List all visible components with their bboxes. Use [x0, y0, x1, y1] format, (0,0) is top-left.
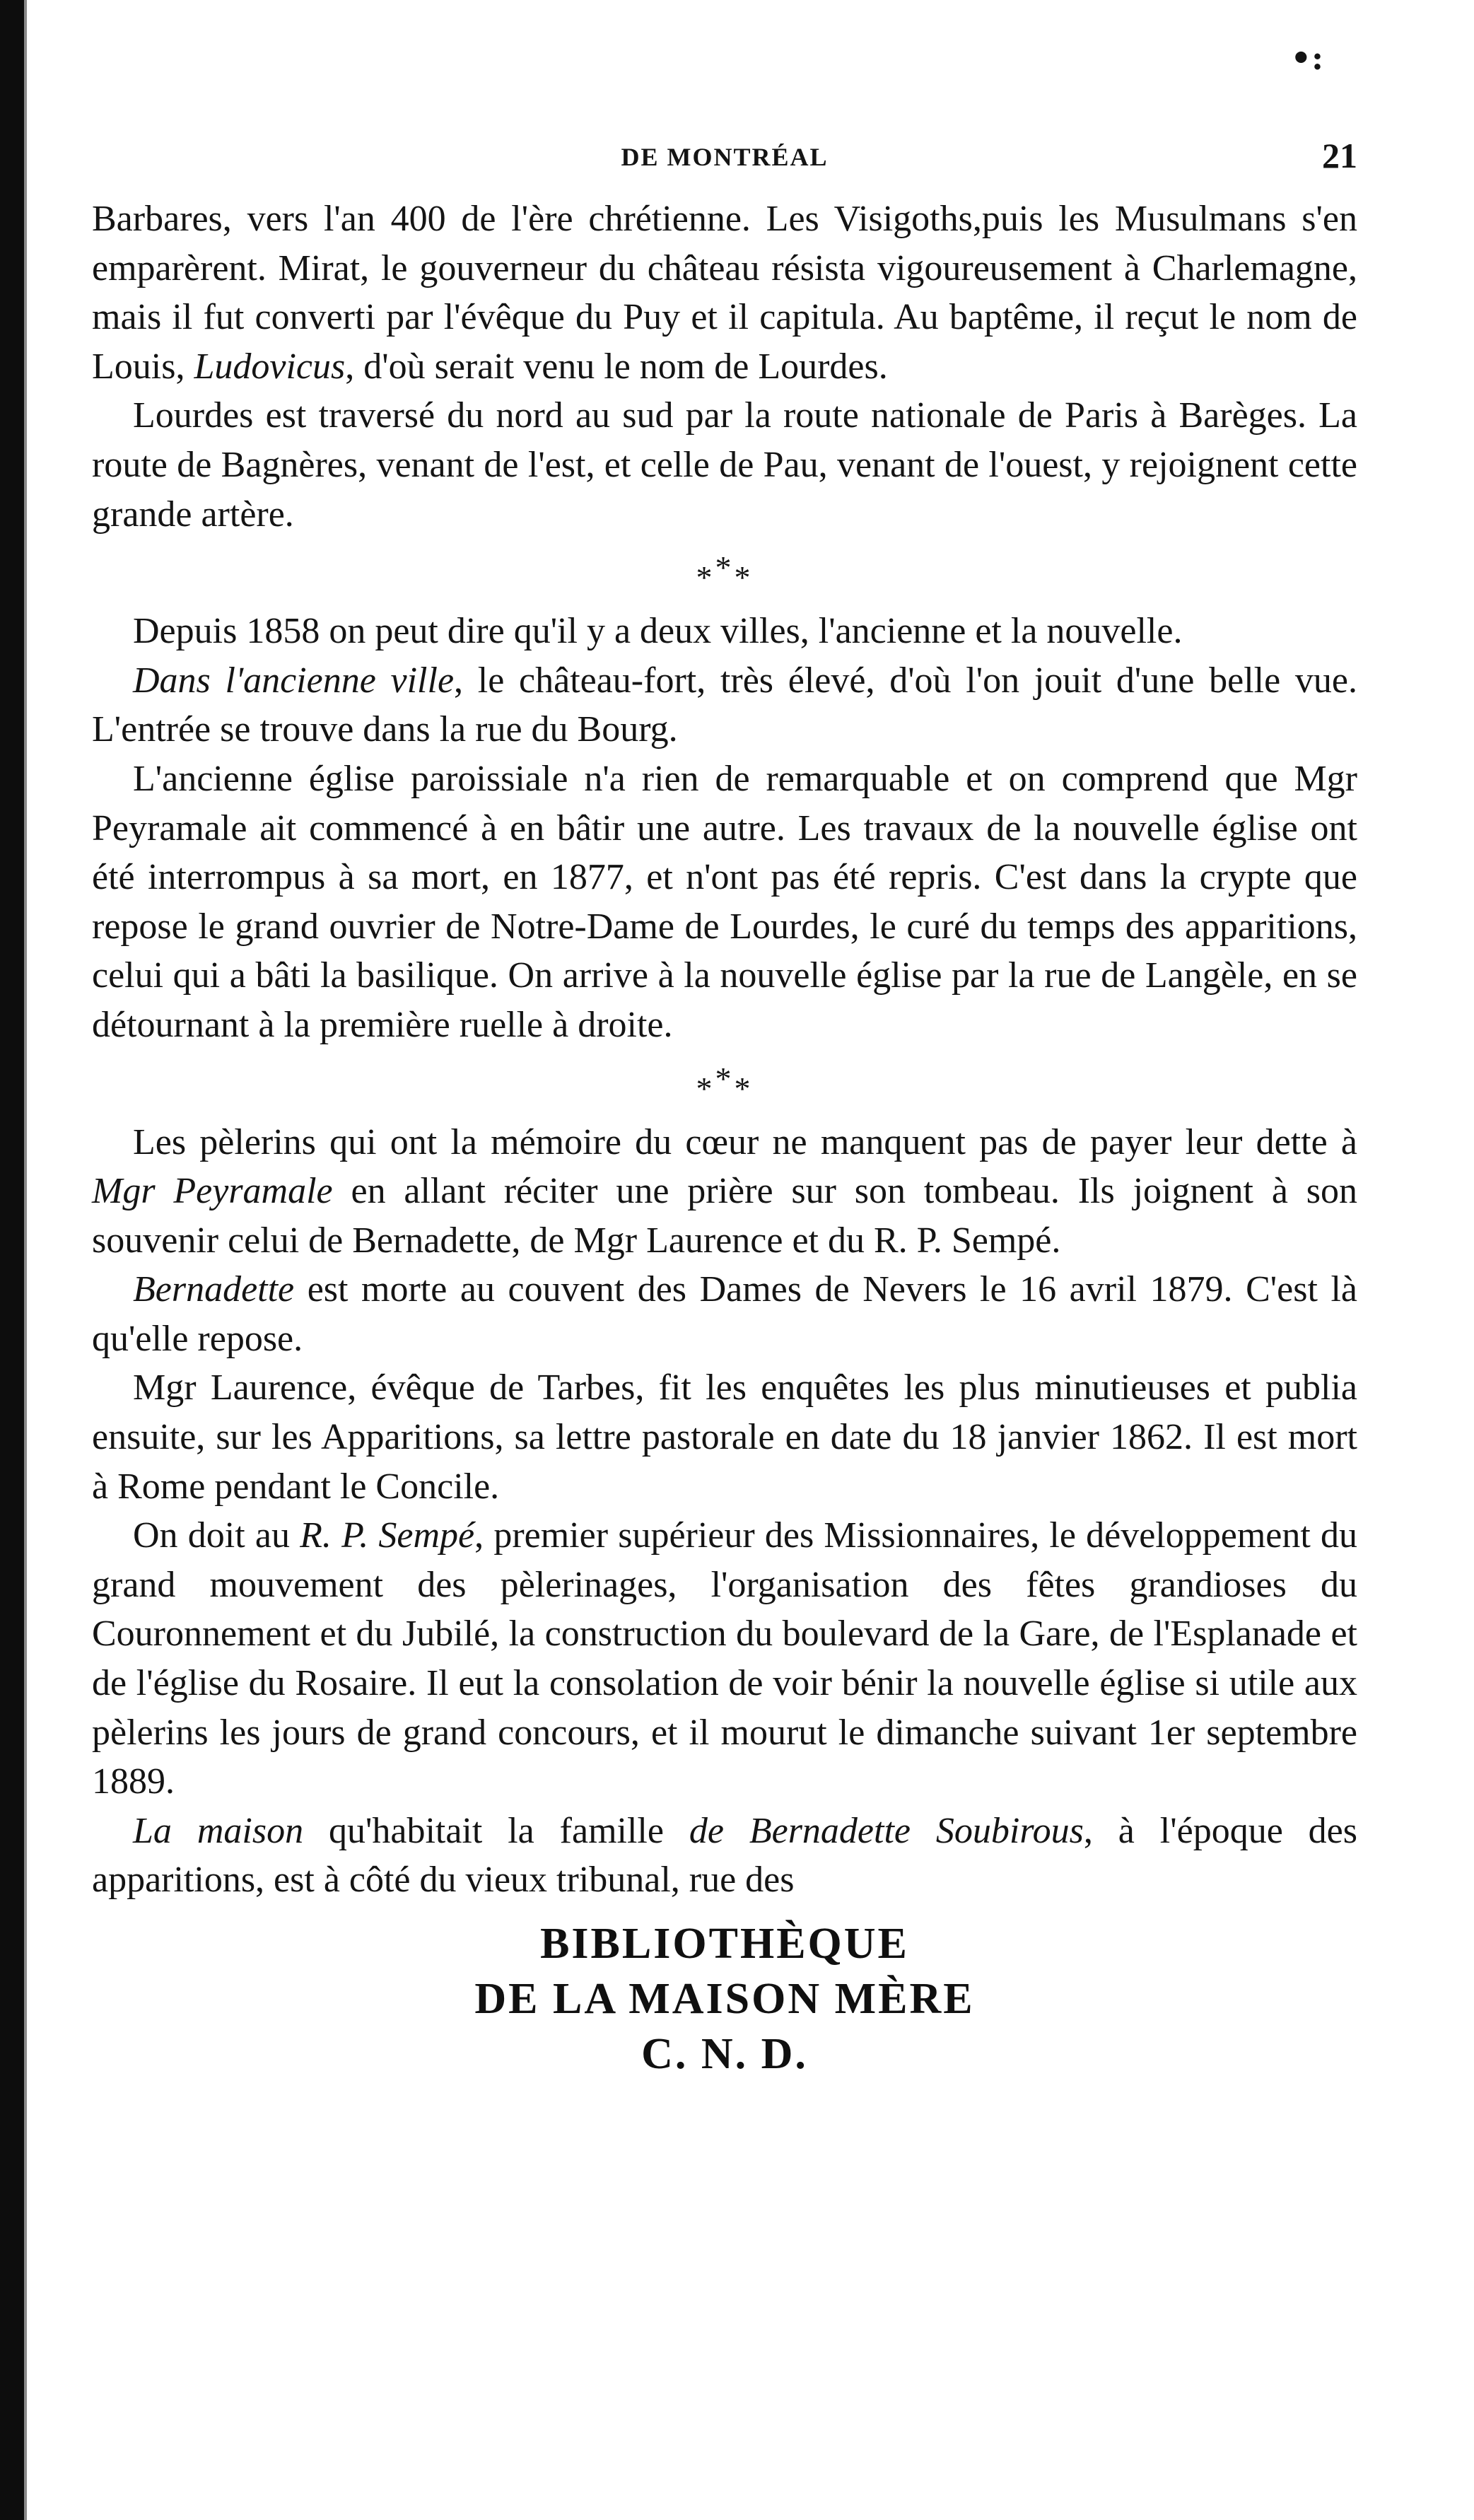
paragraph: On doit au R. P. Sempé, premier supérieur des Missionnaires, le développement du grand mouvement des pèlerinages, l'organisation des fêtes grandioses du Couronnement et du Jubilé, la construction du boulevard de la Gare, de l'Esplanade et de l'église du Rosaire. Il eut la consolation de voir bénir la nouvelle église si utile aux pèlerins les jours de grand concours, et il mourut le dimanche suivant 1er septembre 1889.: [92, 1515, 1358, 1802]
body-text: [92, 194, 1357, 1905]
page-header: [92, 124, 1357, 180]
page-number: 21: [1322, 136, 1357, 175]
corner-mark: •:: [1290, 39, 1323, 77]
paragraph: Lourdes est traversé du nord au sud par la route nationale de Paris à Barèges. La route de Bagnères, venant de l'est, et celle de Pau, venant de l'ouest, y rejoignent cette grande artère.: [92, 395, 1357, 535]
section-separator: ***: [696, 549, 754, 596]
scan-edge-line: [24, 0, 27, 2520]
paragraph: Dans l'ancienne ville, le château-fort, très élevé, d'où l'on jouit d'une belle vue. L'entrée se trouve dans la rue du Bourg.: [92, 660, 1357, 750]
paragraph: Barbares, vers l'an 400 de l'ère chrétienne. Les Visigoths,puis les Musulmans s'en emparèrent. Mirat, le gouverneur du château résista vigoureusement à Charlemagne, mais il fut converti par l'évêque du Puy et il capitula. Au baptême, il reçut le nom de Louis, Ludovicus, d'où serait venu le nom de Lourdes.: [92, 199, 1357, 387]
book-page: [92, 39, 1358, 2082]
section-separator: ***: [696, 1060, 754, 1107]
paragraph: Depuis 1858 on peut dire qu'il y a deux villes, l'ancienne et la nouvelle.: [133, 611, 1183, 652]
library-stamp: [92, 1916, 1357, 2082]
stamp-line: C. N. D.: [641, 2030, 808, 2078]
paragraph: Bernadette est morte au couvent des Dames de Nevers le 16 avril 1879. C'est là qu'elle repose.: [92, 1269, 1358, 1359]
paragraph: L'ancienne église paroissiale n'a rien de remarquable et on comprend que Mgr Peyramale ait commencé à en bâtir une autre. Les travaux de la nouvelle église ont été interrompus à sa mort, en 1877, et n'ont pas été repris. C'est dans la crypte que repose le grand ouvrier de Notre-Dame de Lourdes, le curé du temps des apparitions, celui qui a bâti la basilique. On arrive à la nouvelle église par la rue de Langèle, en se détournant à la première ruelle à droite.: [92, 758, 1357, 1045]
stamp-line: DE LA MAISON MÈRE: [474, 1975, 975, 2023]
paragraph: Mgr Laurence, évêque de Tarbes, fit les enquêtes les plus minutieuses et publia ensuite, sur les Apparitions, sa lettre pastorale en date du 18 janvier 1862. Il est mort à Rome pendant le Concile.: [92, 1367, 1357, 1507]
scan-binding-edge: [0, 0, 24, 2520]
stamp-line: BIBLIOTHÈQUE: [540, 1920, 909, 1968]
paragraph: La maison qu'habitait la famille de Bernadette Soubirous, à l'époque des apparitions, est à côté du vieux tribunal, rue des: [92, 1810, 1358, 1901]
paragraph: Les pèlerins qui ont la mémoire du cœur ne manquent pas de payer leur dette à Mgr Peyramale en allant réciter une prière sur son tombeau. Ils joignent à son souvenir celui de Bernadette, de Mgr Laurence et du R. P. Sempé.: [92, 1121, 1357, 1261]
running-title: DE MONTRÉAL: [621, 143, 829, 171]
